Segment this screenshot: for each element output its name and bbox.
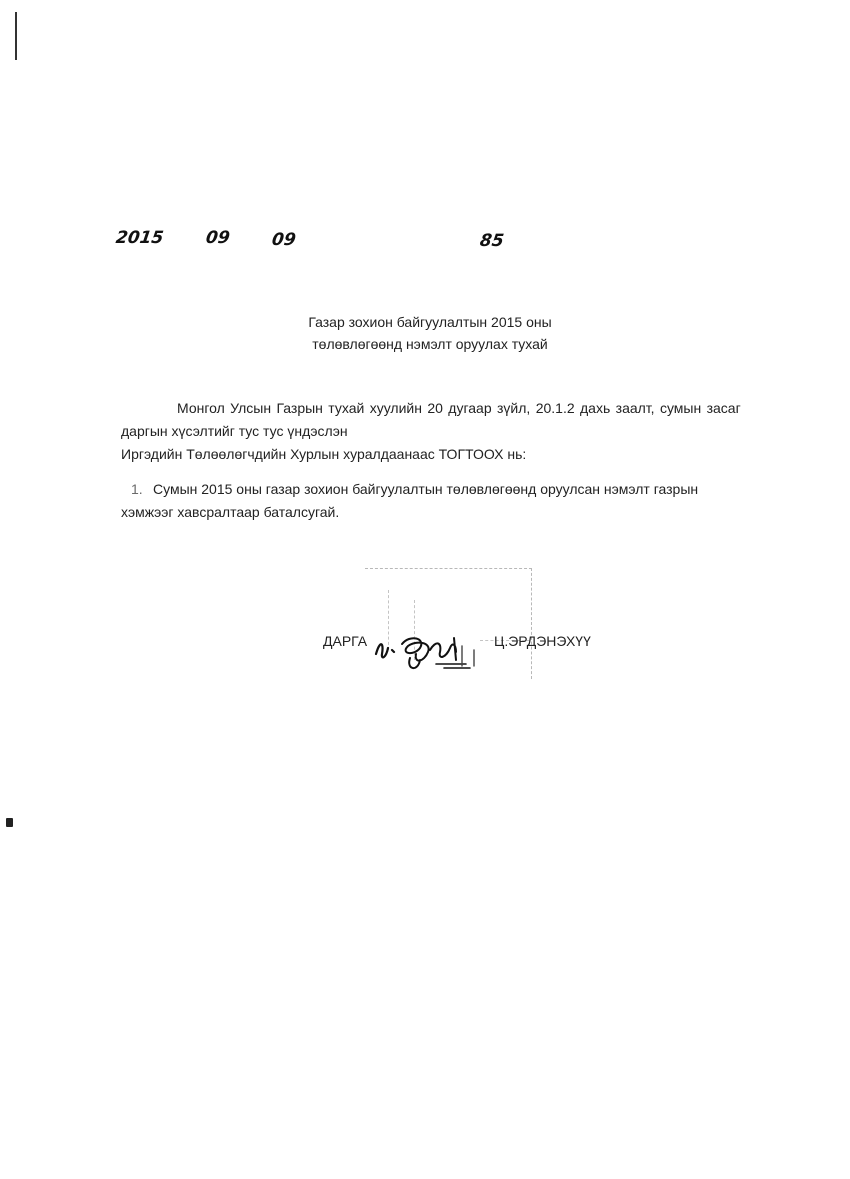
handwritten-signature — [370, 620, 490, 680]
item-line2: хэмжээг хавсралтаар баталсугай. — [121, 504, 340, 520]
document-title-line1: Газар зохион байгуулалтын 2015 оны — [308, 314, 552, 330]
document-title-line2: төлөвлөгөөнд нэмэлт оруулах тухай — [312, 336, 548, 352]
handwritten-year: 2015 — [114, 228, 165, 248]
signatory-name: Ц.ЭРДЭНЭХҮҮ — [494, 633, 591, 649]
item-number: 1. — [131, 481, 143, 497]
handwritten-number: 85 — [478, 231, 506, 251]
paragraph-line3: Иргэдийн Төлөөлөгчдийн Хурлын хуралдаанаас ТОГТООХ нь: — [121, 446, 527, 462]
paragraph-line1: Монгол Улсын Газрын тухай хуулийн 20 дугаар зүйл, 20.1.2 дахь заалт, сумын засаг — [177, 400, 741, 416]
signatory-title: ДАРГА — [323, 633, 368, 649]
handwritten-day: 09 — [270, 230, 298, 250]
paragraph-line2: даргын хүсэлтийг тус тус үндэслэн — [121, 423, 348, 439]
margin-dot — [6, 818, 13, 827]
item-line1: Сумын 2015 оны газар зохион байгуулалтын төлөвлөгөөнд оруулсан нэмэлт газрын — [153, 481, 699, 497]
margin-mark-top — [15, 12, 17, 60]
handwritten-month: 09 — [204, 228, 232, 248]
